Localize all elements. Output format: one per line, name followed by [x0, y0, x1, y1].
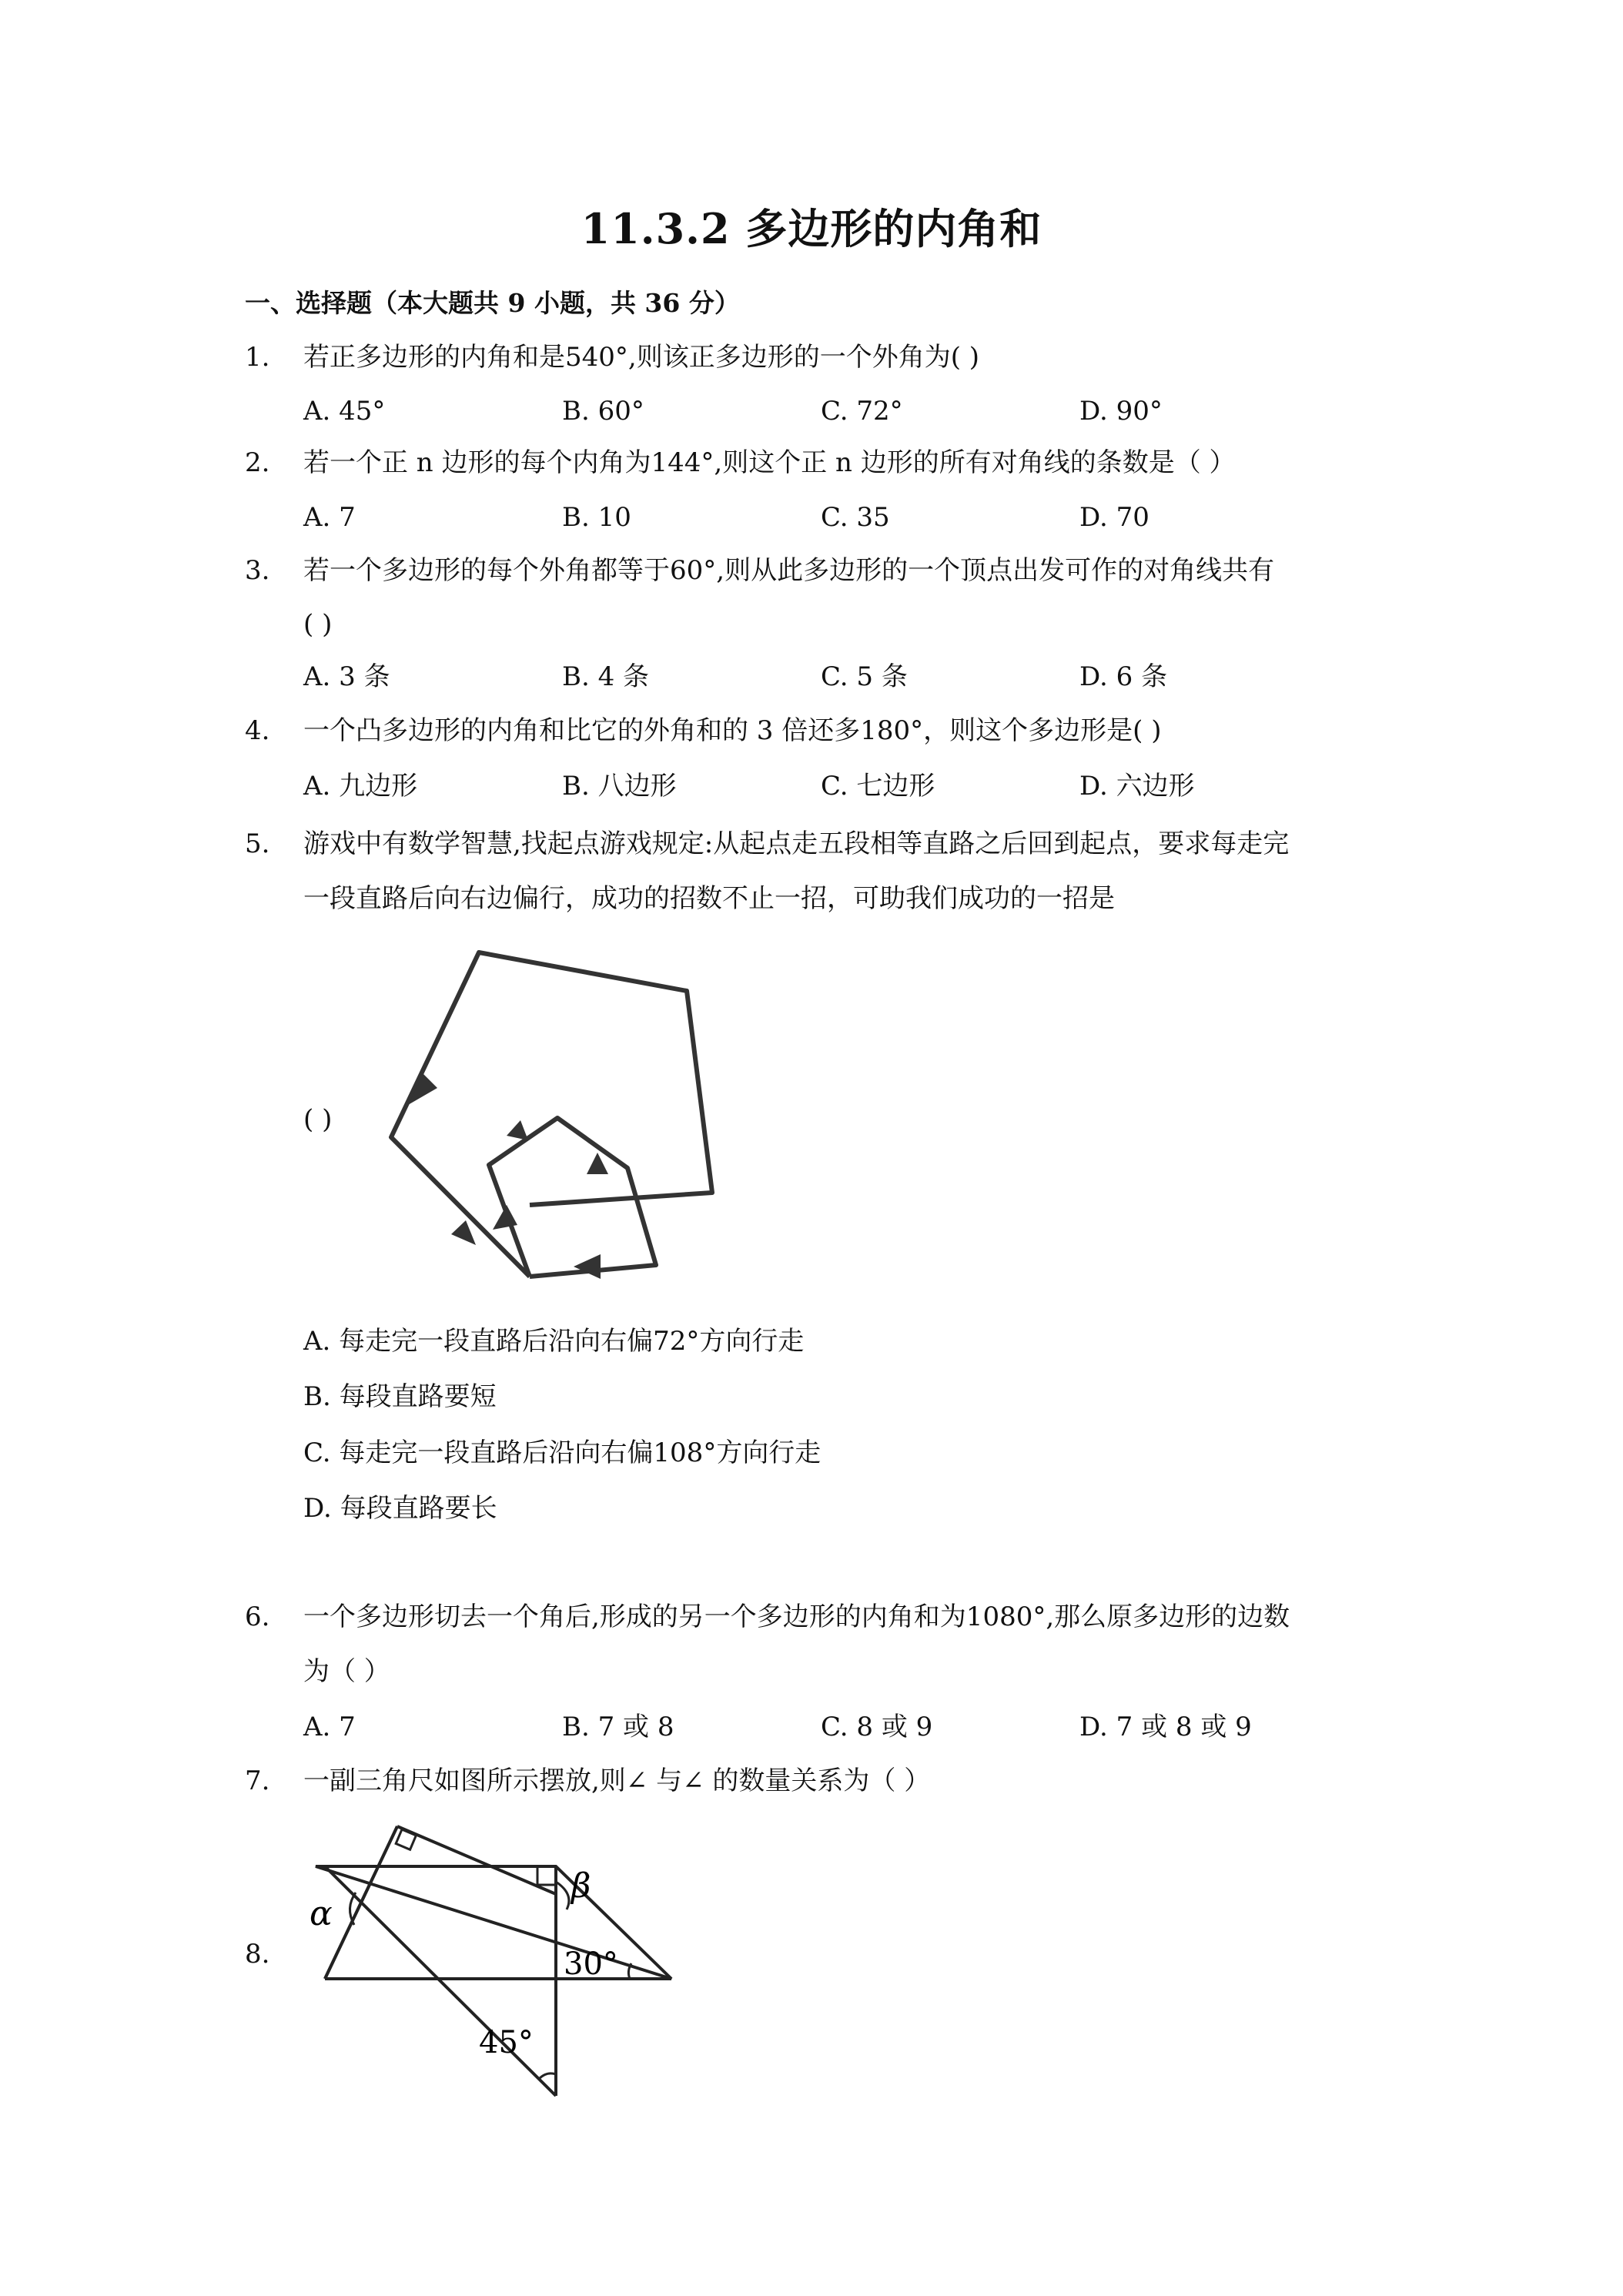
label-30deg: 30°	[564, 1946, 618, 1982]
question-number: 7.	[245, 1766, 270, 1796]
option-c[interactable]: C. 8 或 9	[821, 1712, 933, 1742]
option-d[interactable]: D. 六边形	[1079, 771, 1195, 802]
direction-arrow	[493, 1205, 517, 1230]
question-number: 6.	[245, 1602, 270, 1632]
triangle-45deg-hypotenuse	[397, 1826, 556, 1894]
triangle-45deg-diagonal	[325, 1866, 556, 2096]
option-a[interactable]: A. 九边形	[303, 771, 418, 802]
question-stem: 若正多边形的内角和是540°,则该正多边形的一个外角为( )	[303, 342, 980, 373]
question-6	[245, 1589, 1290, 1645]
option-b[interactable]: B. 4 条	[562, 661, 650, 692]
option-d[interactable]: D. 70	[1079, 502, 1149, 533]
option-b[interactable]: B. 10	[562, 502, 631, 533]
question-number: 1.	[245, 342, 270, 373]
option-c[interactable]: C. 每走完一段直路后沿向右偏108°方向行走	[303, 1438, 822, 1468]
option-d[interactable]: D. 90°	[1079, 396, 1163, 427]
question-stem: 若一个正 n 边形的每个内角为144°,则这个正 n 边形的所有对角线的条数是（ ）	[303, 447, 1236, 478]
right-angle-mark	[537, 1866, 556, 1885]
question-stem: 一个凸多边形的内角和比它的外角和的 3 倍还多180°，则这个多边形是( )	[303, 715, 1162, 746]
option-a[interactable]: A. 45°	[303, 396, 386, 427]
direction-arrow	[507, 1120, 528, 1140]
outer-pentagon-path	[391, 952, 712, 1277]
question-5	[245, 816, 1289, 872]
question-stem-continued: 为（ ）	[303, 1656, 390, 1687]
question-stem: 一副三角尺如图所示摆放,则∠ 与∠ 的数量关系为（ ）	[303, 1766, 931, 1796]
pentagon-path-figure	[377, 943, 731, 1305]
option-a[interactable]: A. 7	[303, 502, 356, 533]
question-number: 5.	[245, 828, 270, 859]
option-b[interactable]: B. 60°	[562, 396, 644, 427]
question-8	[245, 1926, 303, 1982]
question-2	[245, 435, 1236, 490]
question-1	[245, 330, 979, 385]
option-c[interactable]: C. 35	[821, 502, 890, 533]
question-stem: 游戏中有数学智慧,找起点游戏规定:从起点走五段相等直路之后回到起点，要求每走完	[303, 828, 1290, 859]
question-number: 3.	[245, 555, 270, 586]
angle-arc-45	[539, 2073, 556, 2079]
option-b[interactable]: B. 7 或 8	[562, 1712, 674, 1742]
option-c[interactable]: C. 七边形	[821, 771, 935, 802]
question-stem: 若一个多边形的每个外角都等于60°,则从此多边形的一个顶点出发可作的对角线共有	[303, 555, 1275, 586]
page-title: 11.3.2 多边形的内角和	[581, 204, 1042, 253]
section-heading: 一、选择题（本大题共 9 小题，共 36 分）	[245, 288, 740, 318]
label-alpha: α	[310, 1894, 333, 1933]
question-3	[245, 543, 1274, 598]
option-a[interactable]: A. 7	[303, 1712, 356, 1742]
question-number: 2.	[245, 447, 270, 478]
option-b[interactable]: B. 每段直路要短	[303, 1381, 497, 1412]
label-45deg: 45°	[479, 2025, 534, 2060]
question-number: 8.	[245, 1939, 270, 1970]
question-stem-continued: 一段直路后向右边偏行，成功的招数不止一招，可助我们成功的一招是	[303, 883, 1115, 914]
answer-blank: ( )	[303, 1104, 333, 1135]
option-d[interactable]: D. 7 或 8 或 9	[1079, 1712, 1252, 1742]
option-c[interactable]: C. 72°	[821, 396, 903, 427]
question-number: 4.	[245, 715, 270, 746]
angle-arc-30	[628, 1963, 631, 1979]
option-a[interactable]: A. 3 条	[303, 661, 390, 692]
angle-arc-beta	[556, 1882, 569, 1909]
label-beta: β	[571, 1866, 591, 1906]
direction-arrow	[574, 1254, 601, 1279]
option-a[interactable]: A. 每走完一段直路后沿向右偏72°方向行走	[303, 1326, 805, 1357]
direction-arrow	[587, 1153, 608, 1174]
triangle-rulers-figure	[308, 1817, 678, 2102]
option-d[interactable]: D. 6 条	[1079, 661, 1168, 692]
direction-arrow	[451, 1220, 476, 1245]
question-stem-continued: ( )	[303, 609, 333, 640]
question-7	[245, 1753, 930, 1809]
option-b[interactable]: B. 八边形	[562, 771, 677, 802]
question-stem: 一个多边形切去一个角后,形成的另一个多边形的内角和为1080°,那么原多边形的边数	[303, 1602, 1290, 1632]
option-d[interactable]: D. 每段直路要长	[303, 1493, 497, 1524]
option-c[interactable]: C. 5 条	[821, 661, 908, 692]
question-4	[245, 703, 1161, 758]
